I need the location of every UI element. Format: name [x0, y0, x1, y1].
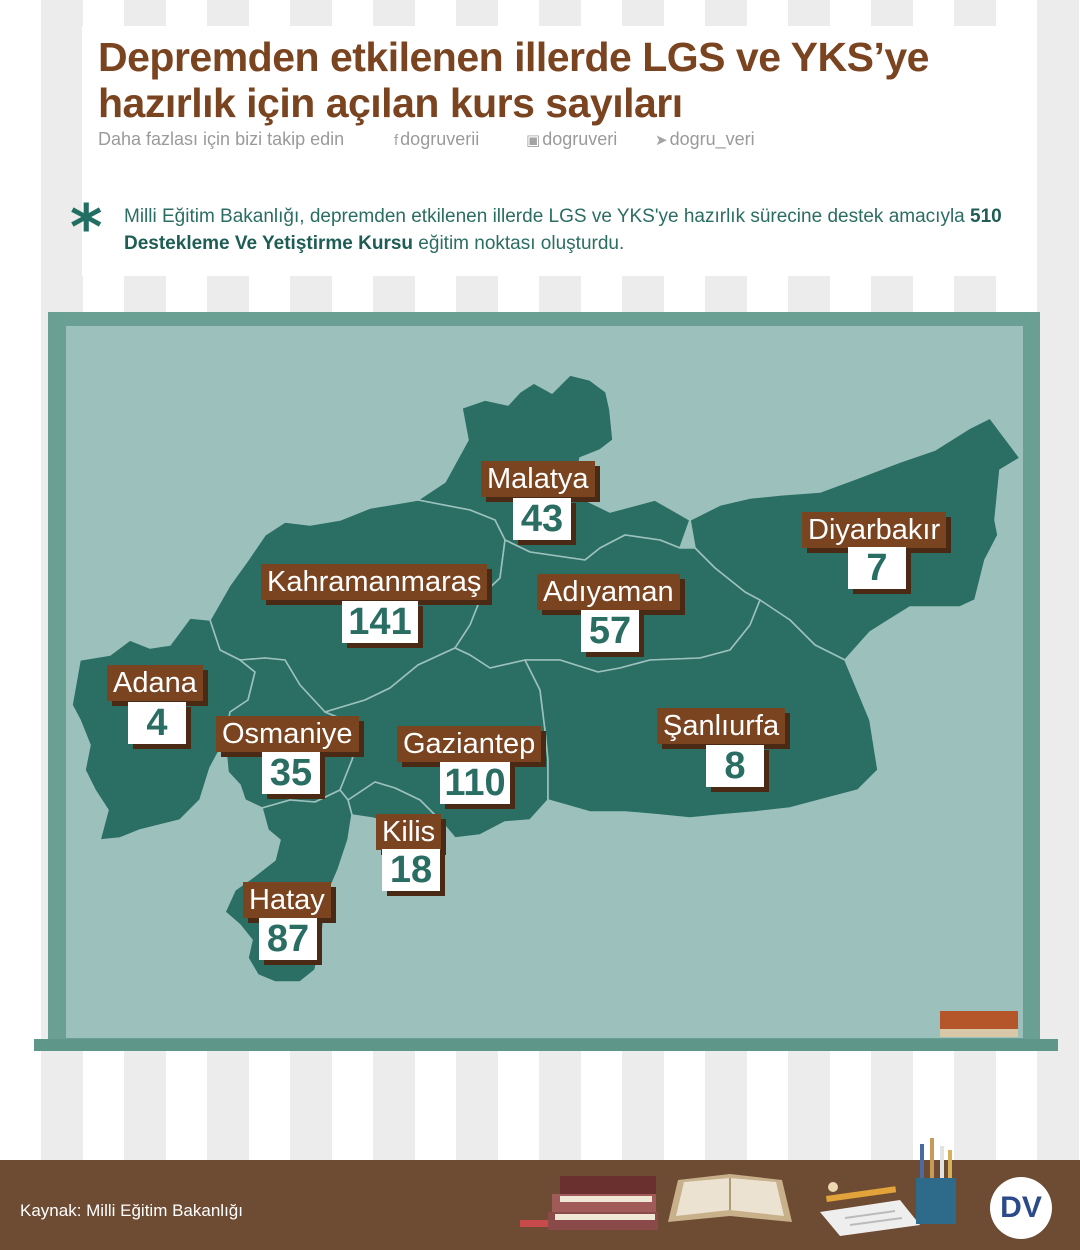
province-label-osmaniye: Osmaniye — [216, 716, 359, 752]
twitter-icon: ➤ — [655, 132, 668, 149]
province-value-gaziantep: 110 — [440, 762, 510, 804]
province-label-sanliurfa: Şanlıurfa — [657, 708, 785, 744]
pencil-cup-icon — [916, 1138, 956, 1224]
province-label-kahramanmaras: Kahramanmaraş — [261, 564, 487, 600]
chalkboard-ledge — [34, 1039, 1058, 1051]
follow-text: Daha fazlası için bizi takip edin — [98, 129, 345, 149]
twitter-handle: dogru_veri — [669, 129, 755, 149]
intro-before: Milli Eğitim Bakanlığı, depremden etkilenen illerde LGS ve YKS'ye hazırlık sürecine destek amacıyla — [124, 206, 971, 227]
province-value-kilis: 18 — [382, 849, 440, 891]
province-value-kahramanmaras: 141 — [342, 601, 418, 643]
asterisk-icon: * — [70, 191, 103, 264]
province-value-osmaniye: 35 — [262, 752, 320, 794]
source-text: Kaynak: Milli Eğitim Bakanlığı — [20, 1201, 243, 1220]
facebook-icon: f — [394, 132, 399, 149]
province-value-sanliurfa: 8 — [706, 745, 764, 787]
province-value-hatay: 87 — [259, 918, 317, 960]
facebook-handle: dogruverii — [400, 129, 480, 149]
page-title: Depremden etkilenen illerde LGS ve YKS’ye hazırlık için açılan kurs sayıları — [98, 34, 929, 126]
province-value-adana: 4 — [128, 702, 186, 744]
instagram-handle: dogruveri — [542, 129, 618, 149]
province-value-malatya: 43 — [513, 498, 571, 540]
province-label-kilis: Kilis — [376, 814, 441, 850]
province-value-adiyaman: 57 — [581, 610, 639, 652]
eraser-icon — [940, 1011, 1018, 1037]
province-value-diyarbakir: 7 — [848, 547, 906, 589]
province-label-malatya: Malatya — [481, 461, 595, 497]
open-book-icon — [668, 1174, 792, 1222]
province-label-diyarbakir: Diyarbakır — [802, 512, 946, 548]
paper-icon — [820, 1182, 920, 1236]
dogruveri-logo[interactable]: DV — [990, 1177, 1052, 1239]
books-icon — [520, 1176, 658, 1230]
province-label-hatay: Hatay — [243, 882, 331, 918]
footer-illustrations — [0, 1130, 1080, 1250]
intro-highlight: 510 Destekleme Ve Yetiştirme Kursu — [124, 206, 1002, 254]
instagram-icon: ▣ — [526, 132, 541, 149]
intro-after: eğitim noktası oluşturdu. — [413, 233, 625, 254]
province-label-gaziantep: Gaziantep — [397, 726, 541, 762]
province-label-adiyaman: Adıyaman — [537, 574, 680, 610]
province-label-adana: Adana — [107, 665, 203, 701]
